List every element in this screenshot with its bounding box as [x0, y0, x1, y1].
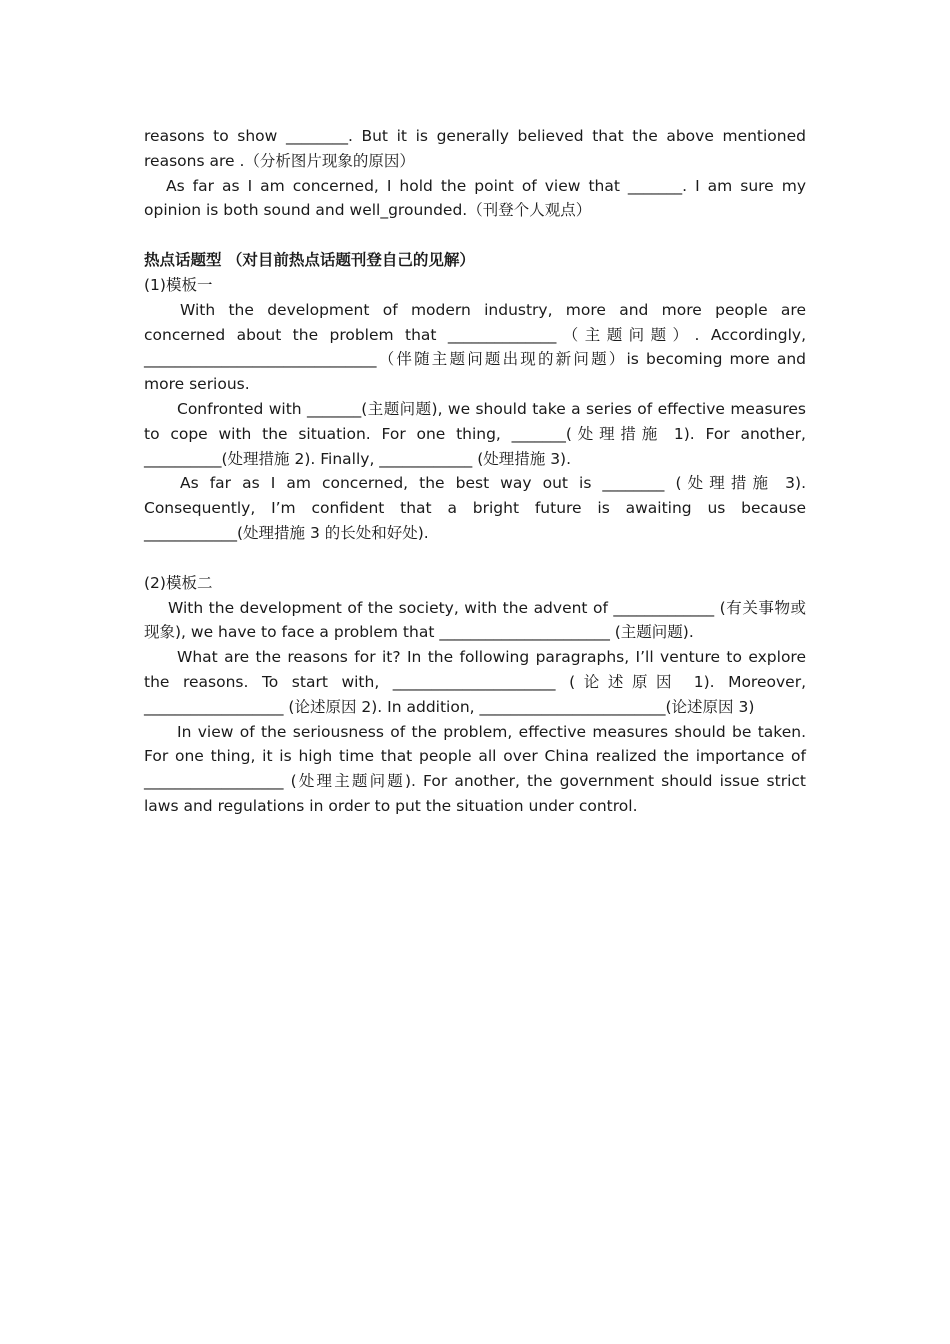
template1-label: (1)模板一: [144, 275, 213, 294]
template2-label: (2)模板二: [144, 573, 213, 592]
document-page: [144, 124, 806, 819]
template1-paragraph-1: With the development of modern industry, more and more people are concerned about the problem that ______________（主题问题）. Accordingly, ______________________________（伴随主题问题出现的新问题）is becoming more and more serious.: [144, 300, 806, 394]
template2-paragraph-2: What are the reasons for it? In the following paragraphs, I’ll venture to explore the reasons. To start with, _____________________ (论述原因 1). Moreover, __________________ (论述原因 2). In addition, ________________________(论述原因 3): [144, 648, 806, 716]
paragraph-opinion: As far as I am concerned, I hold the point of view that _______. I am sure my opinion is both sound and well_grounded.（刊登个人观点）: [144, 176, 806, 220]
section-heading-hot-topic: 热点话题型 （对目前热点话题刊登自己的见解）: [144, 251, 475, 270]
template1-paragraph-2: Confronted with _______(主题问题), we should take a series of effective measures to cope with the situation. For one thing, _______(处理措施 1). For another, __________(处理措施 2). Finally, ____________ (处理措施 3).: [144, 399, 806, 468]
template1-paragraph-3: As far as I am concerned, the best way out is ________ (处理措施 3). Consequently, I’m confident that a bright future is awaiting us because ____________(处理措施 3 的长处和好处).: [144, 474, 806, 542]
template2-paragraph-3: In view of the seriousness of the problem, effective measures should be taken. For one thing, it is high time that people all over China realized the importance of __________________ (处理主题问题). For another, the government should issue strict laws and regulations in order to put the situation under control.: [144, 722, 806, 815]
paragraph-reasons: reasons to show ________. But it is generally believed that the above mentioned reasons are .（分析图片现象的原因）: [144, 127, 806, 170]
template2-paragraph-1: With the development of the society, with the advent of _____________ (有关事物或现象), we have to face a problem that ______________________ (主题问题).: [144, 598, 806, 642]
